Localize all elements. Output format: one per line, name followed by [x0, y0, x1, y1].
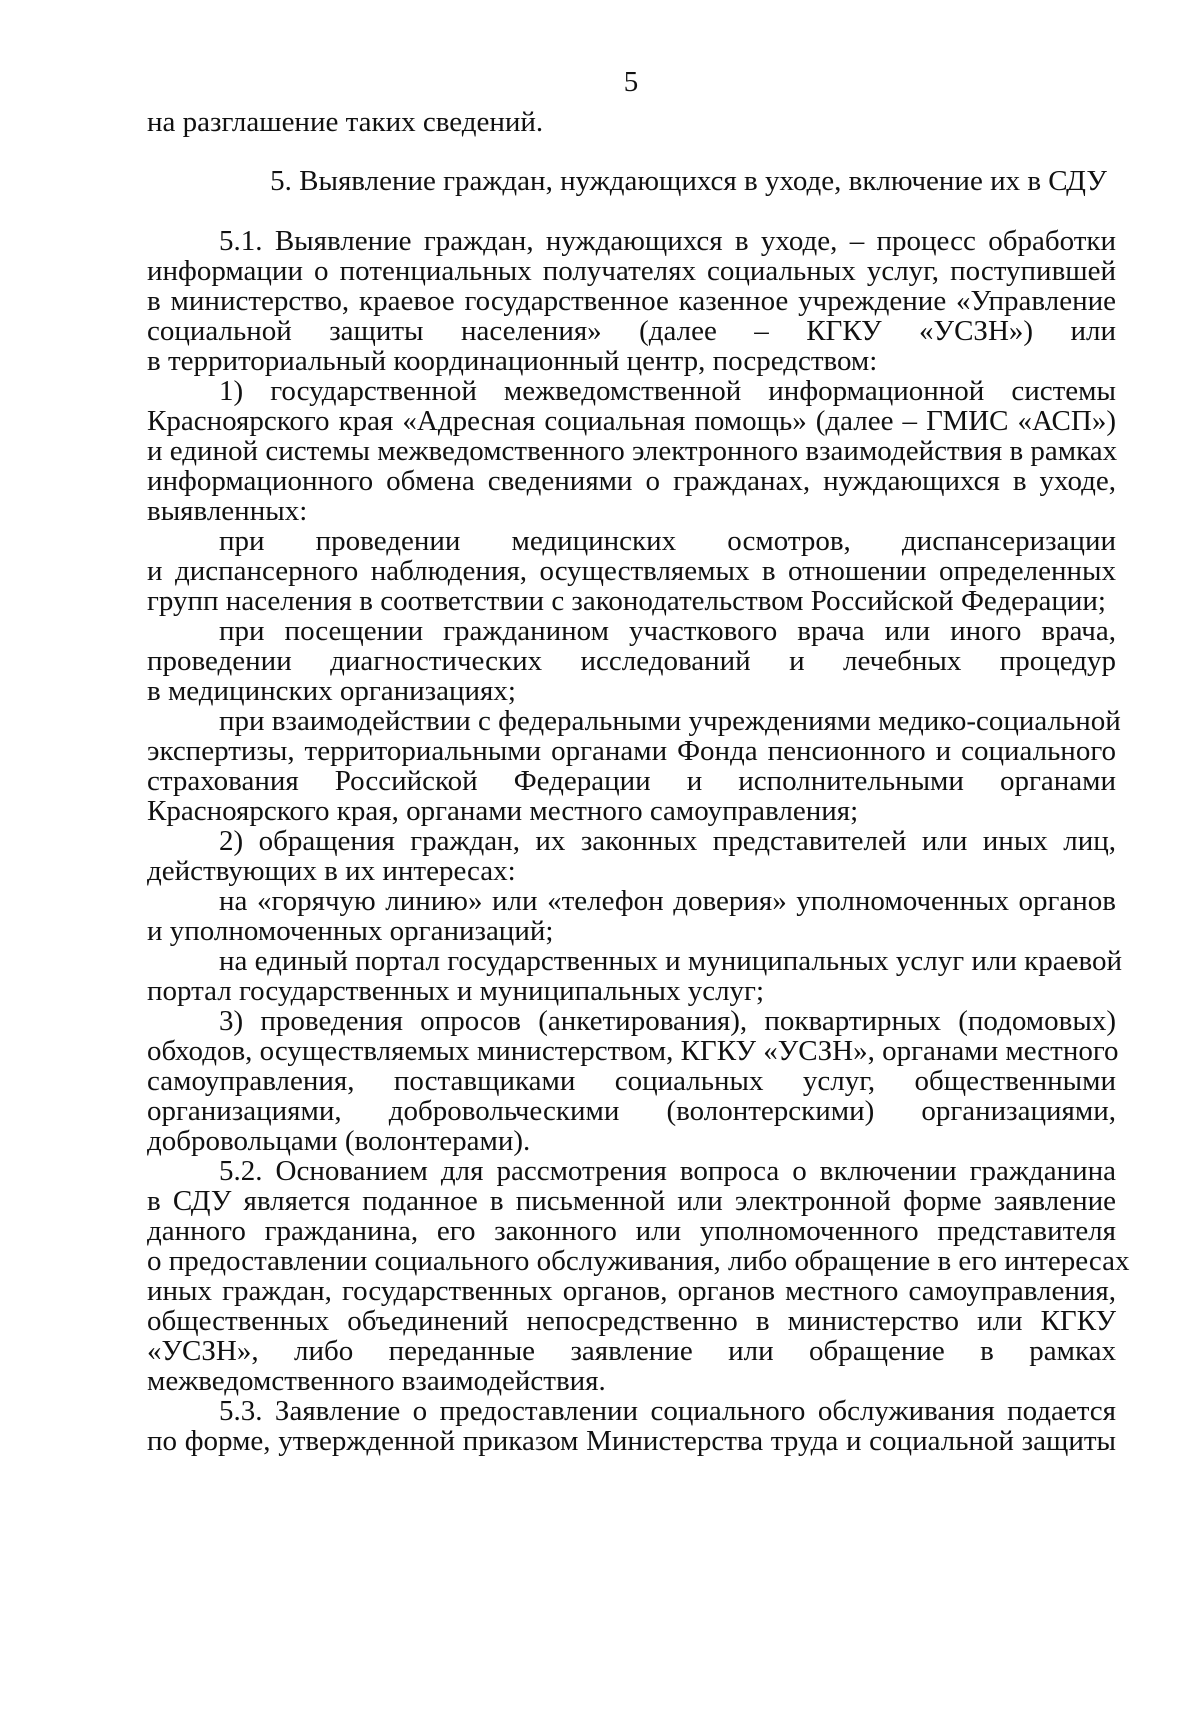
text-line: 3) проведения опросов (анкетирования), поквартирных (подомовых): [219, 1005, 1116, 1037]
text-line: действующих в их интересах:: [147, 855, 516, 887]
text-line: Красноярского края «Адресная социальная помощь» (далее – ГМИС «АСП»): [147, 405, 1116, 437]
text-line: на «горячую линию» или «телефон доверия» уполномоченных органов: [219, 885, 1116, 917]
text-line: в медицинских организациях;: [147, 675, 516, 707]
text-line: 5.3. Заявление о предоставлении социального обслуживания подается: [219, 1395, 1116, 1427]
text-line: портал государственных и муниципальных услуг;: [147, 975, 765, 1007]
text-line: при посещении гражданином участкового врача или иного врача,: [219, 615, 1116, 647]
text-line: информационного обмена сведениями о гражданах, нуждающихся в уходе,: [147, 465, 1116, 497]
text-line: добровольцами (волонтерами).: [147, 1125, 531, 1157]
text-line: проведении диагностических исследований и лечебных процедур: [147, 645, 1116, 677]
text-line: выявленных:: [147, 495, 308, 527]
text-line: данного гражданина, его законного или уполномоченного представителя: [147, 1215, 1116, 1247]
text-line: в территориальный координационный центр, посредством:: [147, 345, 878, 377]
text-line: социальной защиты населения» (далее – КГКУ «УСЗН») или: [147, 315, 1116, 347]
text-line: межведомственного взаимодействия.: [147, 1365, 606, 1397]
text-line: организациями, добровольческими (волонтерскими) организациями,: [147, 1095, 1116, 1127]
text-line: 2) обращения граждан, их законных представителей или иных лиц,: [219, 825, 1116, 857]
text-line: по форме, утвержденной приказом Министерства труда и социальной защиты: [147, 1425, 1116, 1457]
text-line: обходов, осуществляемых министерством, КГКУ «УСЗН», органами местного: [147, 1035, 1119, 1067]
text-line: общественных объединений непосредственно в министерство или КГКУ: [147, 1305, 1116, 1337]
text-line: 1) государственной межведомственной информационной системы: [219, 375, 1116, 407]
text-line: и диспансерного наблюдения, осуществляемых в отношении определенных: [147, 555, 1116, 587]
text-line: Красноярского края, органами местного самоуправления;: [147, 795, 859, 827]
text-line: «УСЗН», либо переданные заявление или обращение в рамках: [147, 1335, 1116, 1367]
page-number: 5: [623, 66, 639, 98]
text-line: и единой системы межведомственного электронного взаимодействия в рамках: [147, 435, 1118, 467]
section-heading: 5. Выявление граждан, нуждающихся в уходе, включение их в СДУ: [270, 165, 1107, 197]
text-line: 5.1. Выявление граждан, нуждающихся в уходе, – процесс обработки: [219, 225, 1116, 257]
text-line: при взаимодействии с федеральными учреждениями медико-социальной: [219, 705, 1121, 737]
text-line: на разглашение таких сведений.: [147, 106, 544, 138]
text-line: о предоставлении социального обслуживания, либо обращение в его интересах: [147, 1245, 1130, 1277]
text-line: самоуправления, поставщиками социальных услуг, общественными: [147, 1065, 1116, 1097]
text-line: в СДУ является поданное в письменной или электронной форме заявление: [147, 1185, 1116, 1217]
text-line: групп населения в соответствии с законодательством Российской Федерации;: [147, 585, 1106, 617]
text-line: страхования Российской Федерации и исполнительными органами: [147, 765, 1116, 797]
text-line: на единый портал государственных и муниципальных услуг или краевой: [219, 945, 1122, 977]
text-line: и уполномоченных организаций;: [147, 915, 554, 947]
text-line: в министерство, краевое государственное казенное учреждение «Управление: [147, 285, 1116, 317]
text-line: экспертизы, территориальными органами Фонда пенсионного и социального: [147, 735, 1116, 767]
text-line: информации о потенциальных получателях социальных услуг, поступившей: [147, 255, 1116, 287]
text-line: при проведении медицинских осмотров, диспансеризации: [219, 525, 1116, 557]
text-line: иных граждан, государственных органов, органов местного самоуправления,: [147, 1275, 1116, 1307]
text-line: 5.2. Основанием для рассмотрения вопроса о включении гражданина: [219, 1155, 1116, 1187]
